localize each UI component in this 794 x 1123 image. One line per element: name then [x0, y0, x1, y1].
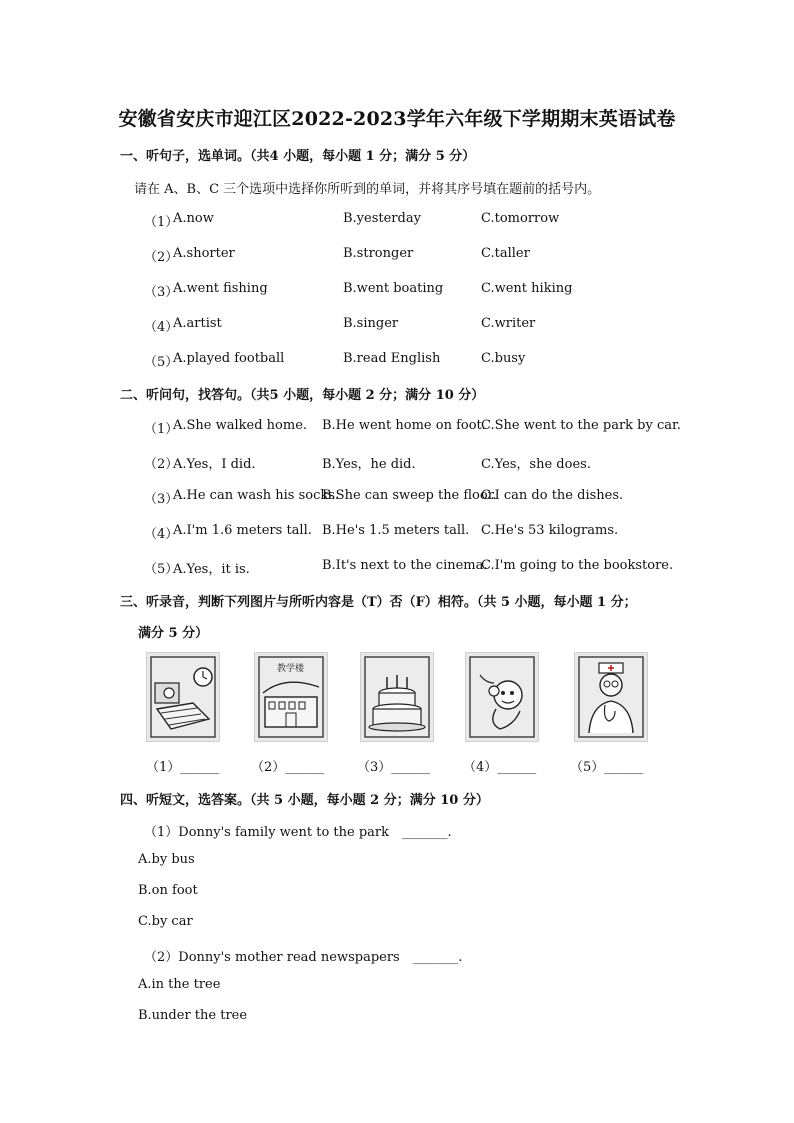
section-2-heading: 二、听问句，找答句。（共5 小题，每小题 2 分；满分 10 分）	[120, 388, 485, 403]
option-a: A.She walked home.	[173, 418, 308, 433]
option-c: C.She went to the park by car.	[481, 418, 681, 433]
answer-blank[interactable]: （3）______	[357, 760, 431, 775]
section-4-question-1: （1）Donny's family went to the park _______.	[144, 825, 452, 840]
question-number: （3）	[144, 492, 179, 507]
option-b: B.He's 1.5 meters tall.	[322, 523, 470, 538]
option-a: A.Yes，it is.	[173, 562, 250, 577]
picture-birthday-cake	[360, 652, 434, 742]
option-c: C.I can do the dishes.	[481, 488, 624, 503]
option-c: C.writer	[481, 316, 536, 331]
option-a: A.shorter	[173, 246, 235, 261]
option-b: B.went boating	[343, 281, 444, 296]
section-3-heading-cont: 满分 5 分）	[138, 626, 209, 641]
section-4-question-2: （2）Donny's mother read newspapers _______.	[144, 950, 463, 965]
option-a: A.in the tree	[138, 977, 221, 992]
picture-monkey	[465, 652, 539, 742]
option-c: C.He's 53 kilograms.	[481, 523, 619, 538]
option-c: C.taller	[481, 246, 530, 261]
doctor-illustration	[575, 653, 647, 741]
option-b: B.Yes，he did.	[322, 457, 416, 472]
option-b: B.under the tree	[138, 1008, 248, 1023]
question-number: （3）	[144, 285, 179, 300]
school-building-illustration	[255, 653, 327, 741]
option-c: C.tomorrow	[481, 211, 560, 226]
option-a: A.by bus	[138, 852, 195, 867]
picture-bedroom-clock	[146, 652, 220, 742]
exam-title: 安徽省安庆市迎江区2022-2023学年六年级下学期期末英语试卷	[118, 108, 676, 130]
question-number: （1）	[144, 215, 179, 230]
option-c: C.Yes，she does.	[481, 457, 591, 472]
option-b: B.singer	[343, 316, 399, 331]
answer-blank[interactable]: （1）______	[146, 760, 220, 775]
option-a: A.went fishing	[173, 281, 268, 296]
question-number: （2）	[144, 457, 179, 472]
answer-blank[interactable]: （4）______	[463, 760, 537, 775]
picture-doctor	[574, 652, 648, 742]
option-b: B.read English	[343, 351, 441, 366]
option-b: B.It's next to the cinema.	[322, 558, 488, 573]
option-a: A.artist	[173, 316, 222, 331]
monkey-illustration	[466, 653, 538, 741]
picture-school-building	[254, 652, 328, 742]
option-c: C.I'm going to the bookstore.	[481, 558, 674, 573]
section-1-heading: 一、听句子，选单词。（共4 小题，每小题 1 分；满分 5 分）	[120, 149, 476, 164]
question-number: （5）	[144, 562, 179, 577]
option-b: B.He went home on foot.	[322, 418, 486, 433]
option-c: C.went hiking	[481, 281, 573, 296]
option-b: B.on foot	[138, 883, 198, 898]
section-3-heading: 三、听录音，判断下列图片与所听内容是（T）否（F）相符。（共 5 小题，每小题 1 分；	[120, 595, 637, 610]
option-c: C.busy	[481, 351, 526, 366]
option-a: A.played football	[173, 351, 285, 366]
answer-blank[interactable]: （5）______	[570, 760, 644, 775]
option-a: A.now	[173, 211, 214, 226]
option-a: A.He can wash his socks.	[173, 488, 340, 503]
question-number: （4）	[144, 527, 179, 542]
option-a: A.I'm 1.6 meters tall.	[173, 523, 312, 538]
question-number: （1）	[144, 422, 179, 437]
building-sign-text: 教学楼	[277, 664, 305, 674]
section-4-heading: 四、听短文，选答案。（共 5 小题，每小题 2 分；满分 10 分）	[120, 793, 489, 808]
option-a: A.Yes，I did.	[173, 457, 256, 472]
question-number: （4）	[144, 320, 179, 335]
question-number: （5）	[144, 355, 179, 370]
option-b: B.yesterday	[343, 211, 421, 226]
bedroom-clock-illustration	[147, 653, 219, 741]
answer-blank[interactable]: （2）______	[251, 760, 325, 775]
birthday-cake-illustration	[361, 653, 433, 741]
option-b: B.She can sweep the floor.	[322, 488, 497, 503]
option-b: B.stronger	[343, 246, 414, 261]
section-1-instruction: 请在 A、B、C 三个选项中选择你所听到的单词，并将其序号填在题前的括号内。	[134, 182, 601, 197]
option-c: C.by car	[138, 914, 193, 929]
question-number: （2）	[144, 250, 179, 265]
